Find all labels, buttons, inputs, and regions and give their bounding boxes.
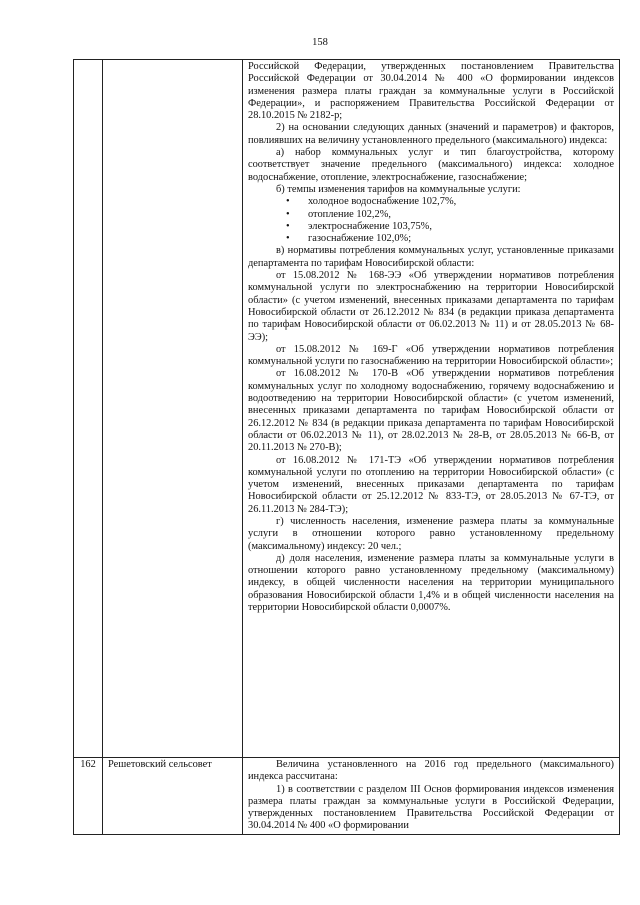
paragraph: Российской Федерации, утвержденных постановлением Правительства Российской Федерации от 30.04.2014 № 400 «О формировании индексов изменения размера платы граждан за коммунальные услуги в Российской Федерации», и распоряжением Правительства Российской Федерации от 28.10.2015 № 2182-р;	[248, 61, 614, 122]
list-item: • холодное водоснабжение 102,7%,	[308, 196, 614, 208]
paragraph: а) набор коммунальных услуг и тип благоустройства, которому соответствует значение предельного (максимального) индекса: холодное водоснабжение, отопление, электроснабжение, газоснабжение;	[248, 147, 614, 183]
paragraph: 2) на основании следующих данных (значений и параметров) и факторов, повлиявших на величину установленного предельного (максимального) индекса:	[248, 122, 614, 146]
paragraph: г) численность населения, изменение размера платы за коммунальные услуги в отношении которого равно установленному предельному (максимальному) индексу: 20 чел.;	[248, 515, 614, 552]
paragraph: от 15.08.2012 № 169-Г «Об утверждении нормативов потребления коммунальной услуги по газоснабжению на территории Новосибирской области»;	[248, 343, 614, 368]
row-number: 162	[74, 758, 103, 835]
paragraph: д) доля населения, изменение размера платы за коммунальные услуги в отношении которого равно установленному предельному (максимальному) индексу, в общей численности населения на территории муниципального образования Новосибирской области 1,4% и в общей численности населения на территории Новосибирской области 0,0007%.	[248, 552, 614, 614]
paragraph: 1) в соответствии с разделом III Основ формирования индексов изменения размера платы граждан за коммунальные услуги в Российской Федерации, утвержденных постановлением Правительства Российской Федерации от 30.04.2014 № 400 «О формировании	[248, 783, 614, 832]
index-table	[73, 59, 620, 835]
row-description	[243, 60, 620, 758]
table-row	[74, 60, 620, 758]
municipality-name	[103, 60, 243, 758]
page-number: 158	[312, 37, 328, 48]
table-row	[74, 758, 620, 835]
row-number	[74, 60, 103, 758]
list-item: • электроснабжение 103,75%,	[308, 221, 614, 233]
paragraph: в) нормативы потребления коммунальных услуг, установленные приказами департамента по тарифам Новосибирской области:	[248, 245, 614, 269]
municipality-name: Решетовский сельсовет	[103, 758, 243, 835]
paragraph: от 16.08.2012 № 171-ТЭ «Об утверждении нормативов потребления коммунальной услуги по отоплению на территории Новосибирской области» (с учетом изменений, внесенных приказами департамента по тарифам Новосибирской области от 25.12.2012 № 833-ТЭ, от 28.05.2013 № 67-ТЭ, от 26.11.2013 № 284-ТЭ);	[248, 454, 614, 515]
list-item: • отопление 102,2%,	[308, 209, 614, 221]
tariff-rate-list	[248, 196, 614, 245]
paragraph: от 16.08.2012 № 170-В «Об утверждении нормативов потребления коммунальных услуг по холодному водоснабжению, горячему водоснабжению и водоотведению на территории Новосибирской области» (с учетом изменений, внесенных приказами департамента по тарифам Новосибирской области от 26.12.2012 № 834 (в редакции приказа департамента по тарифам Новосибирской области от 06.02.2013 № 11), от 28.02.2013 № 28-В, от 28.05.2013 № 66-В, от 20.11.2013 № 270-В);	[248, 368, 614, 454]
list-item: • газоснабжение 102,0%;	[308, 233, 614, 245]
paragraph: от 15.08.2012 № 168-ЭЭ «Об утверждении нормативов потребления коммунальной услуги по электроснабжению на территории Новосибирской области» (с учетом изменений, внесенных приказами департамента по тарифам Новосибирской области от 26.12.2012 № 834 (в редакции приказа департамента по тарифам Новосибирской области от 06.02.2013 № 11) и от 28.05.2013 № 68-ЭЭ);	[248, 270, 614, 343]
row-description	[243, 758, 620, 835]
paragraph: Величина установленного на 2016 год предельного (максимального) индекса рассчитана:	[248, 759, 614, 783]
paragraph: б) темпы изменения тарифов на коммунальные услуги:	[276, 183, 521, 195]
